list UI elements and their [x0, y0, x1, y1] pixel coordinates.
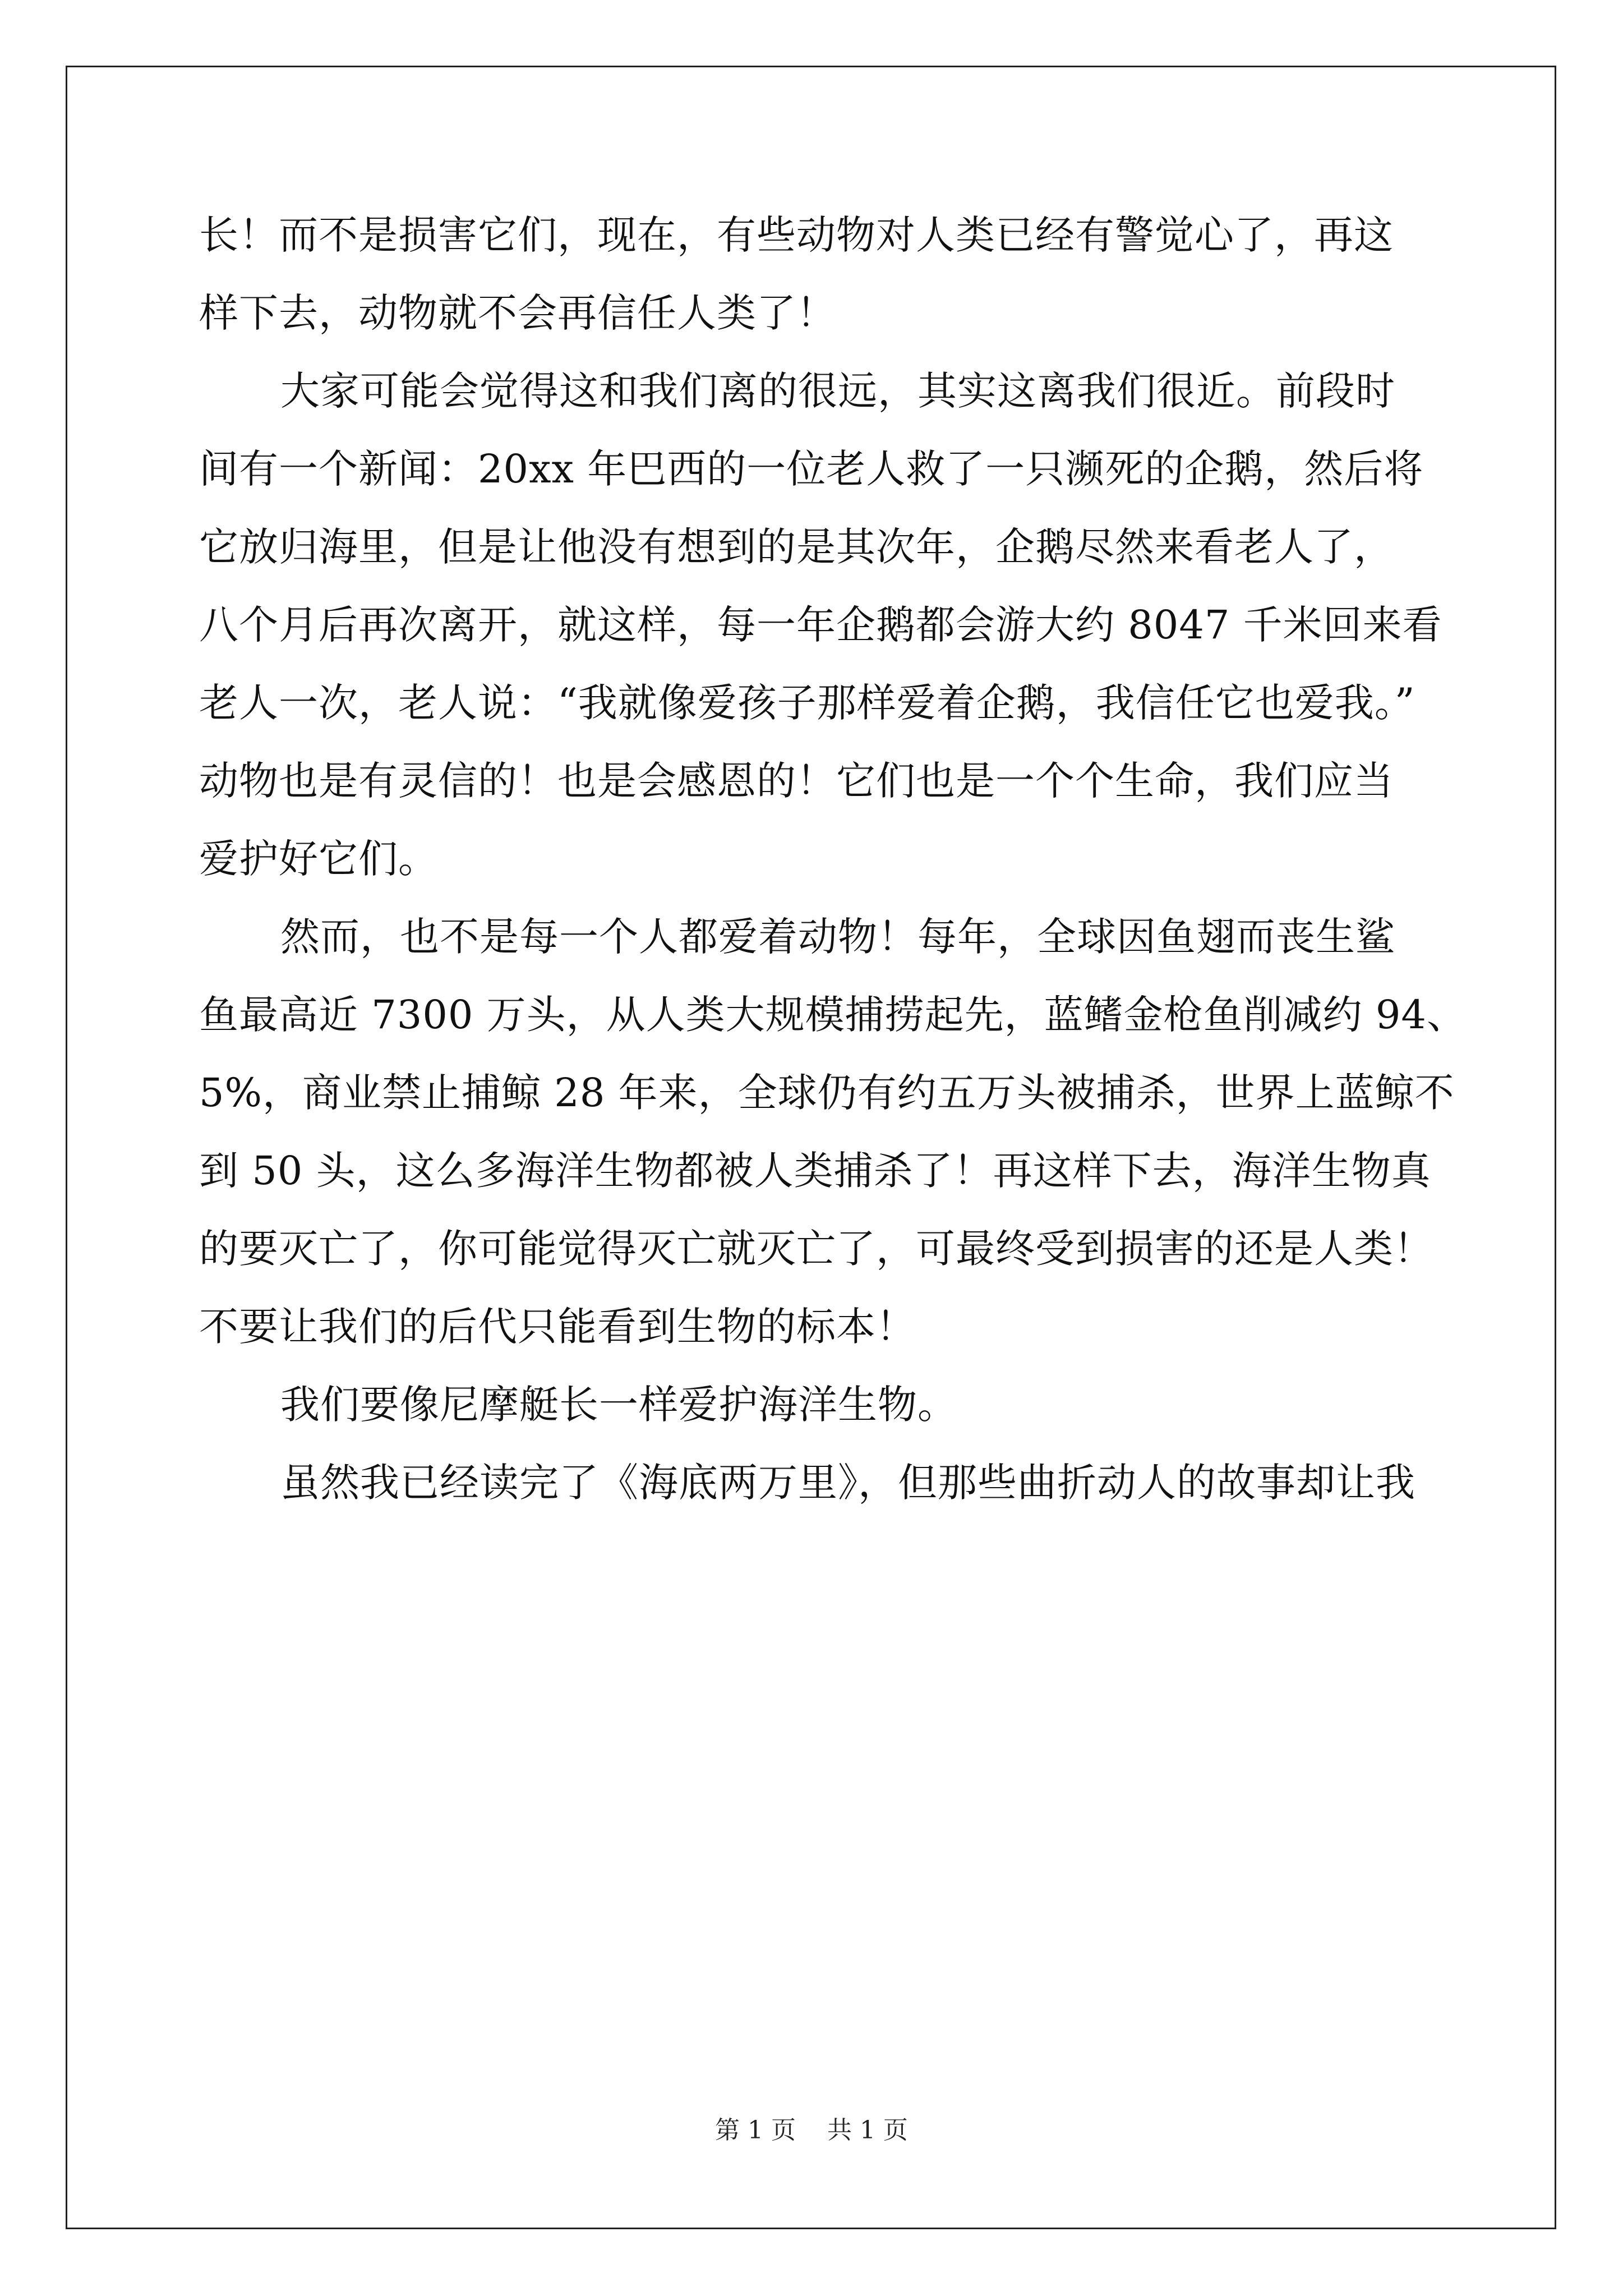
- text-line: 5%，商业禁止捕鲸 28 年来，全球仍有约五万头被捕杀，世界上蓝鲸不: [199, 1070, 1455, 1116]
- text-line: 它放归海里，但是让他没有想到的是其次年，企鹅尽然来看老人了，: [199, 524, 1394, 570]
- text-line: 动物也是有灵信的！也是会感恩的！它们也是一个个生命，我们应当: [199, 758, 1394, 804]
- text-line: 老人一次，老人说：“我就像爱孩子那样爱着企鹅，我信任它也爱我。”: [199, 680, 1415, 726]
- paragraph-start-line: 然而，也不是每一个人都爱着动物！每年，全球因鱼翅而丧生鲨: [280, 914, 1395, 960]
- paragraph-start-line: 我们要像尼摩艇长一样爱护海洋生物。: [280, 1382, 957, 1428]
- text-line: 间有一个新闻：20xx 年巴西的一位老人救了一只濒死的企鹅，然后将: [199, 446, 1424, 492]
- text-line: 八个月后再次离开，就这样，每一年企鹅都会游大约 8047 千米回来看: [199, 602, 1442, 648]
- text-line: 样下去，动物就不会再信任人类了！: [199, 290, 836, 336]
- text-line: 鱼最高近 7300 万头，从人类大规模捕捞起先，蓝鳍金枪鱼削减约 94、: [199, 992, 1467, 1038]
- text-line: 的要灭亡了，你可能觉得灭亡就灭亡了，可最终受到损害的还是人类！: [199, 1226, 1433, 1272]
- paragraph-start-line: 大家可能会觉得这和我们离的很远，其实这离我们很近。前段时: [280, 368, 1395, 414]
- text-line: 爱护好它们。: [199, 836, 438, 882]
- text-line: 不要让我们的后代只能看到生物的标本！: [199, 1304, 916, 1350]
- text-line: 长！而不是损害它们，现在，有些动物对人类已经有警觉心了，再这: [199, 212, 1394, 258]
- page-footer: 第 1 页 共 1 页: [715, 2116, 908, 2145]
- paragraph-start-line: 虽然我已经读完了《海底两万里》，但那些曲折动人的故事却让我: [280, 1460, 1415, 1506]
- text-line: 到 50 头，这么多海洋生物都被人类捕杀了！再这样下去，海洋生物真: [199, 1148, 1431, 1194]
